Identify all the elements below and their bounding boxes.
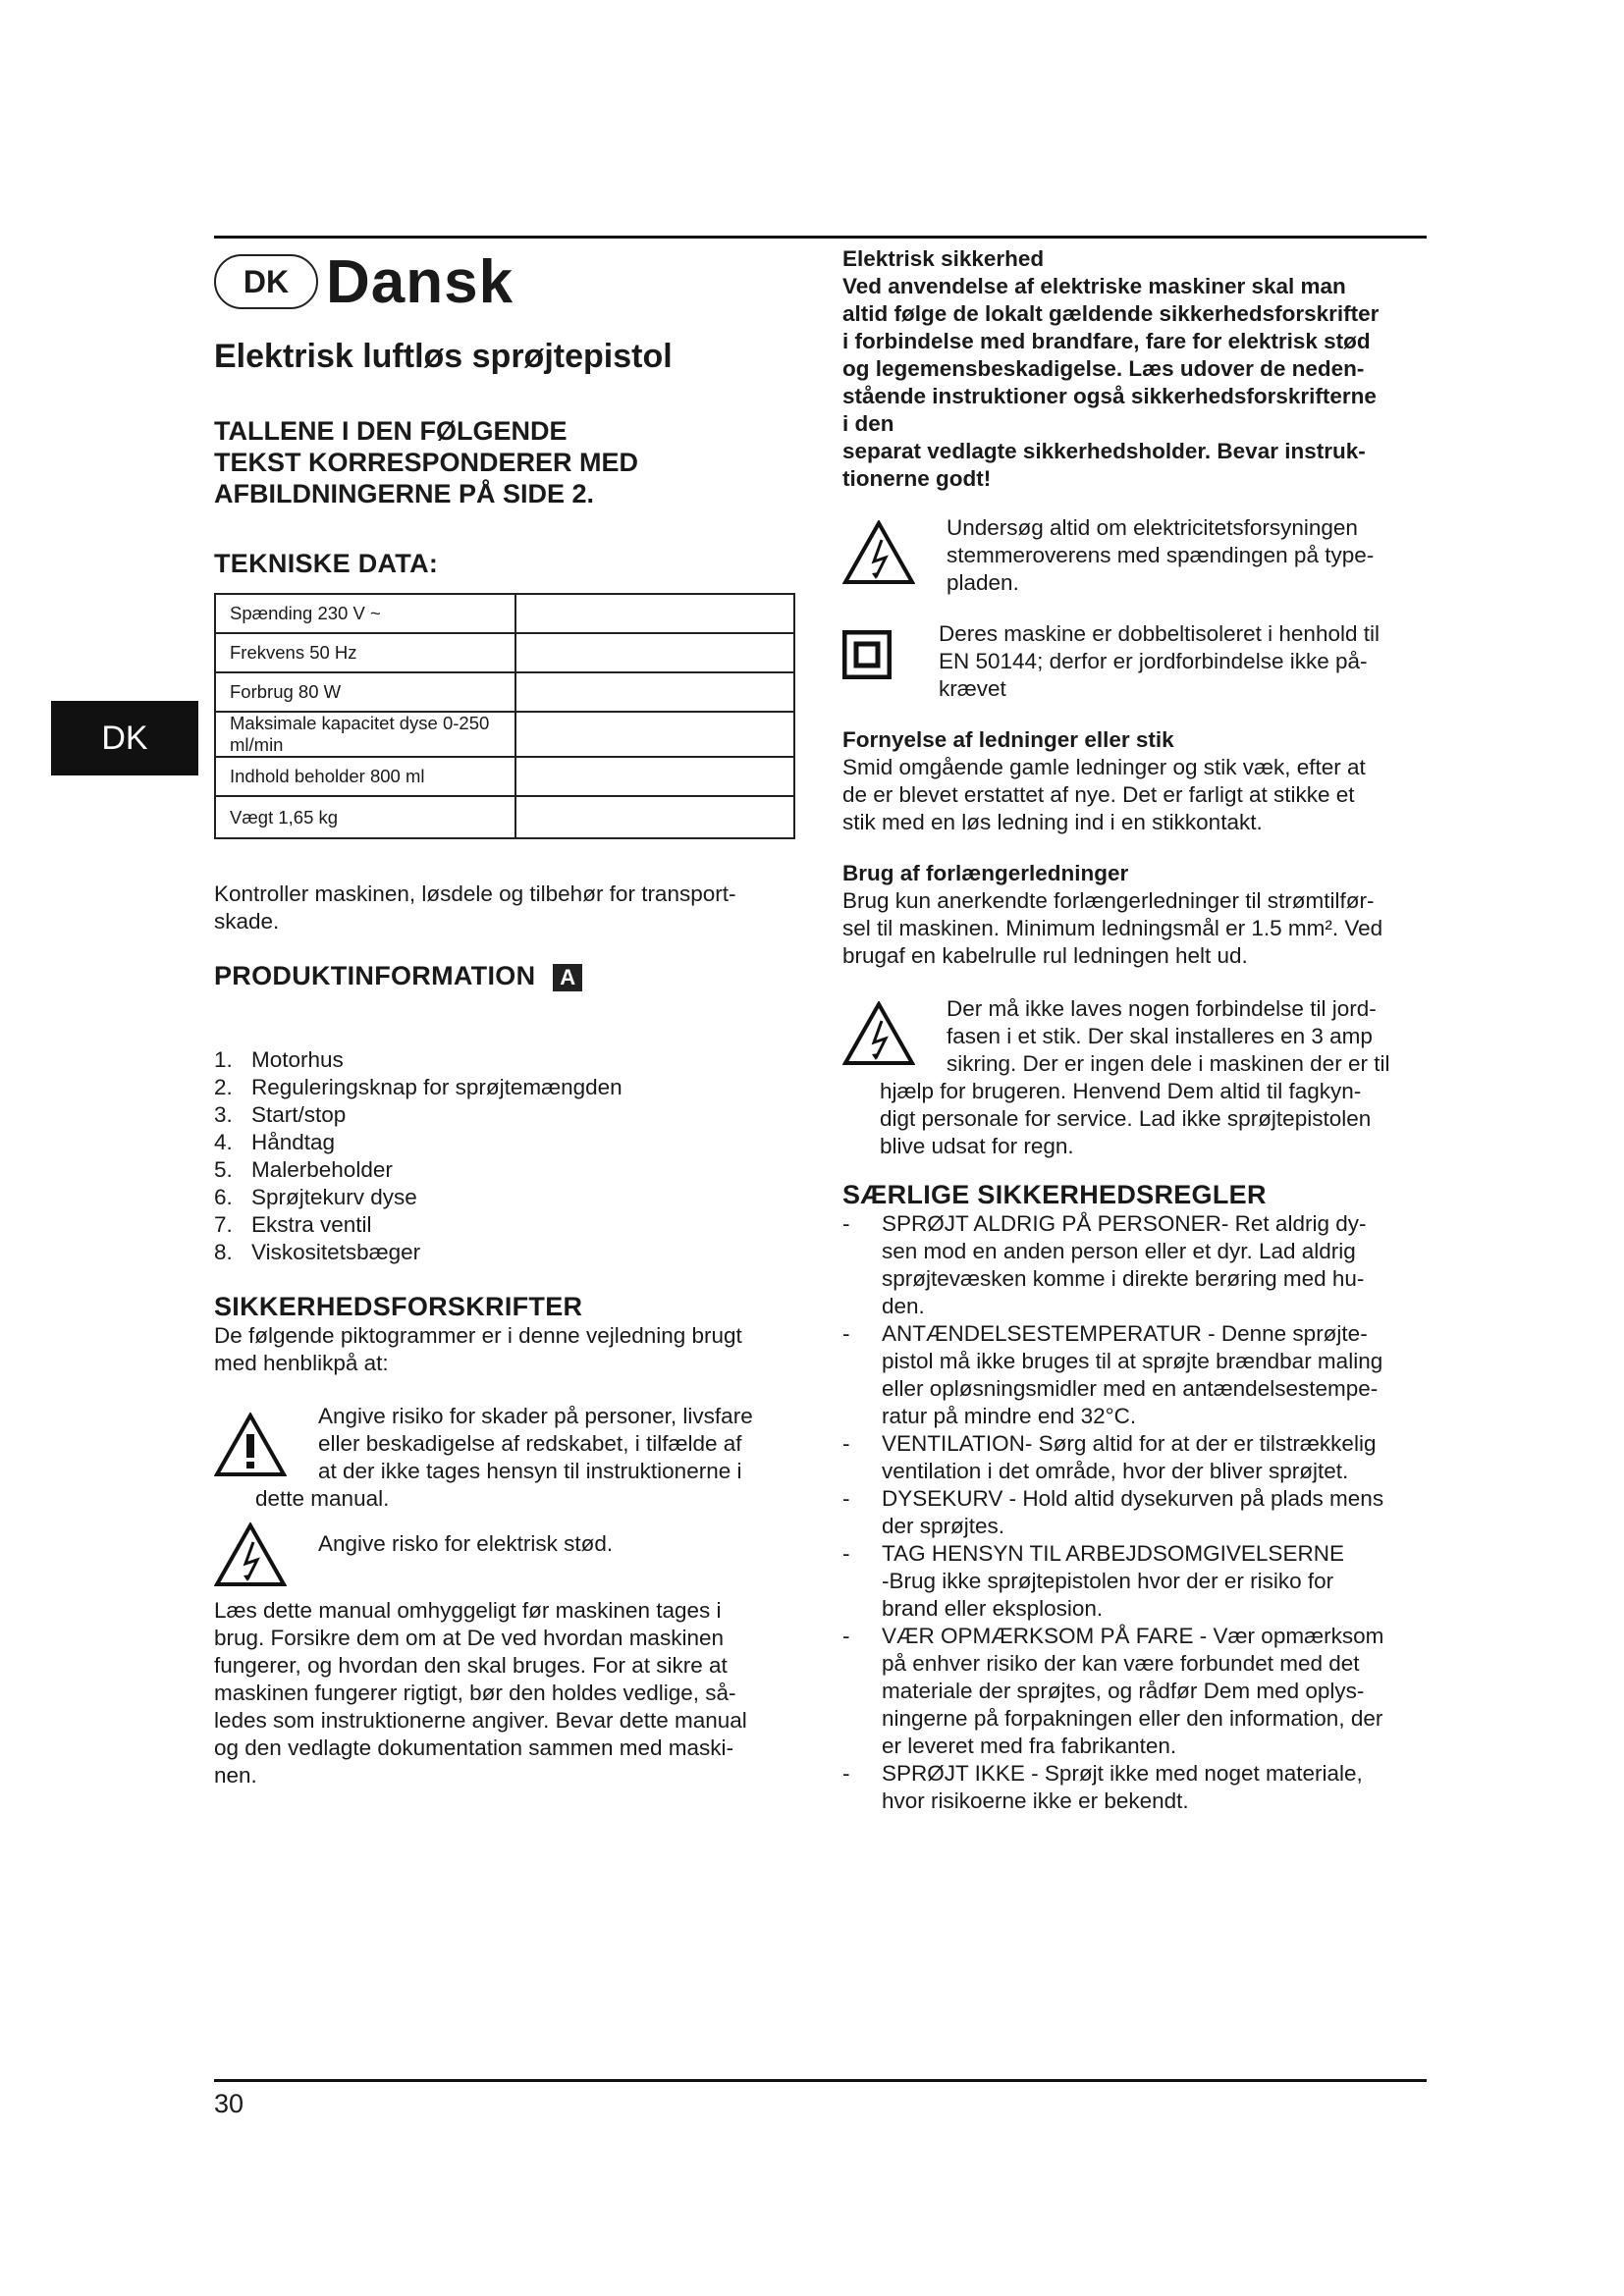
general-warning-block (214, 1403, 795, 1513)
rule-line: ratur på mindre end 32°C. (882, 1404, 1137, 1428)
earth-warning-block (842, 995, 1428, 1160)
rule-dash: - (842, 1541, 850, 1566)
rule-line: ningerne på forpakningen eller den information, der (882, 1706, 1383, 1731)
tech-data-label: Maksimale kapacitet dyse 0-250 ml/min (215, 712, 515, 757)
electrical-safety-line: Ved anvendelse af elektriske maskiner skal man (842, 274, 1346, 298)
product-part-item (214, 1046, 795, 1074)
earth-warning-line: digt personale for service. Lad ikke sprøjtepistolen (880, 1106, 1372, 1131)
special-rule-item (842, 1540, 1428, 1623)
read-manual-line: Læs dette manual omhyggeligt før maskinen tages i (214, 1598, 722, 1623)
supply-warning-line: stemmeroverens med spændingen på type- (947, 543, 1375, 567)
renewal-line: Smid omgående gamle ledninger og stik væk, efter at (842, 755, 1366, 779)
product-part-name: Håndtag (251, 1130, 336, 1154)
electrical-safety-line: tionerne godt! (842, 466, 992, 491)
page-number: 30 (214, 2089, 244, 2118)
product-part-number: 8. (214, 1240, 233, 1264)
product-title: Elektrisk luftløs sprøjtepistol (214, 338, 673, 375)
tech-data-row (215, 672, 794, 712)
product-part-name: Start/stop (251, 1102, 347, 1127)
electric-shock-icon (842, 520, 915, 585)
product-part-item (214, 1211, 795, 1239)
rule-dash: - (842, 1624, 850, 1648)
rule-line: TAG HENSYN TIL ARBEJDSOMGIVELSERNE (882, 1541, 1344, 1566)
rule-line: VÆR OPMÆRKSOM PÅ FARE - Vær opmærksom (882, 1624, 1384, 1648)
read-manual-line: nen. (214, 1763, 257, 1788)
tech-data-table (214, 593, 795, 839)
general-warning-text (318, 1403, 795, 1485)
electrical-safety-line: separat vedlagte sikkerhedsholder. Bevar instruk- (842, 439, 1366, 463)
extension-line: Brug kun anerkendte forlængerledninger til strømtilfør- (842, 888, 1375, 913)
read-manual-line: ledes som instruktionerne angiver. Bevar dette manual (214, 1708, 747, 1733)
product-part-name: Viskositetsbæger (251, 1240, 421, 1264)
tech-data-label: Spænding 230 V ~ (215, 594, 515, 633)
safety-heading: SIKKERHEDSFORSKRIFTER (214, 1292, 583, 1321)
supply-warning-text (947, 514, 1428, 597)
top-rule (214, 236, 1427, 239)
double-insulation-line: EN 50144; derfor er jordforbindelse ikke på- (939, 649, 1368, 673)
read-manual-line: fungerer, og hvordan den skal bruges. For at sikre at (214, 1653, 728, 1678)
extension-text (842, 887, 1428, 970)
product-part-number: 6. (214, 1185, 233, 1209)
tech-data-value (515, 672, 794, 712)
electrical-safety-heading: Elektrisk sikkerhed (842, 246, 1045, 271)
rule-line: ventilation i det område, hvor der bliver sprøjtet. (882, 1459, 1349, 1483)
figure-notice-line: TALLENE I DEN FØLGENDE (214, 416, 568, 446)
product-part-number: 2. (214, 1075, 233, 1099)
product-part-item (214, 1184, 795, 1211)
extension-heading: Brug af forlængerledninger (842, 861, 1129, 885)
safety-intro-line: De følgende piktogrammer er i denne vejledning brugt (214, 1323, 742, 1348)
electric-shock-icon (842, 1001, 915, 1066)
rule-line: brand eller eksplosion. (882, 1596, 1104, 1621)
title-row (214, 243, 795, 320)
product-part-item (214, 1101, 795, 1129)
special-rule-item (842, 1210, 1428, 1320)
transport-note (214, 881, 795, 935)
electric-shock-icon (214, 1522, 287, 1587)
rule-line: sprøjtevæsken komme i direkte berøring med hu- (882, 1266, 1365, 1291)
read-manual-text (214, 1597, 795, 1789)
rule-line: ANTÆNDELSESTEMPERATUR - Denne sprøjte- (882, 1321, 1368, 1346)
special-rules-heading: SÆRLIGE SIKKERHEDSREGLER (842, 1180, 1267, 1209)
product-part-name: Sprøjtekurv dyse (251, 1185, 417, 1209)
renewal-line: de er blevet erstattet af nye. Det er farligt at stikke et (842, 782, 1355, 807)
double-insulation-block (842, 620, 1428, 719)
special-rule-item (842, 1320, 1428, 1430)
rule-line: SPRØJT IKKE - Sprøjt ikke med noget materiale, (882, 1761, 1363, 1786)
transport-note-line: skade. (214, 909, 280, 934)
earth-warning-line: hjælp for brugeren. Henvend Dem altid til fagkyn- (880, 1079, 1362, 1103)
safety-intro (214, 1322, 795, 1377)
country-code-badge: DK (214, 254, 318, 309)
double-insulation-line: krævet (939, 676, 1006, 701)
product-part-number: 3. (214, 1102, 233, 1127)
product-part-number: 5. (214, 1157, 233, 1182)
double-insulation-icon (842, 630, 892, 679)
product-part-name: Ekstra ventil (251, 1212, 372, 1237)
rule-dash: - (842, 1761, 850, 1786)
figure-notice-line: TEKST KORRESPONDERER MED (214, 448, 639, 477)
transport-note-line: Kontroller maskinen, løsdele og tilbehør for transport- (214, 881, 736, 906)
renewal-line: stik med en løs ledning ind i en stikkontakt. (842, 810, 1263, 834)
tech-data-row (215, 757, 794, 796)
read-manual-line: brug. Forsikre dem om at De ved hvordan maskinen (214, 1626, 724, 1650)
figure-notice-line: AFBILDNINGERNE PÅ SIDE 2. (214, 479, 595, 508)
electric-warning-block (214, 1522, 795, 1597)
special-rule-item (842, 1485, 1428, 1540)
rule-dash: - (842, 1321, 850, 1346)
warning-triangle-icon (214, 1413, 287, 1477)
rule-line: DYSEKURV - Hold altid dysekurven på plads mens (882, 1486, 1384, 1511)
electrical-safety-line: altid følge de lokalt gældende sikkerhedsforskrifter (842, 301, 1380, 326)
tech-data-label: Forbrug 80 W (215, 672, 515, 712)
language-side-tab: DK (51, 701, 198, 775)
read-manual-line: maskinen fungerer rigtigt, bør den holdes vedlige, så- (214, 1681, 736, 1705)
tech-data-heading: TEKNISKE DATA: (214, 549, 439, 578)
supply-warning-line: pladen. (947, 570, 1019, 595)
special-rule-item (842, 1760, 1428, 1815)
double-insulation-line: Deres maskine er dobbeltisoleret i henhold til (939, 621, 1380, 646)
rule-line: eller opløsningsmidler med en antændelsestempe- (882, 1376, 1379, 1401)
electrical-safety-line: og legemensbeskadigelse. Læs udover de neden- (842, 356, 1365, 381)
tech-data-row (215, 633, 794, 672)
electrical-safety-line: i forbindelse med brandfare, fare for elektrisk stød (842, 329, 1371, 353)
product-part-number: 4. (214, 1130, 233, 1154)
special-rules-list (842, 1210, 1428, 1815)
product-part-number: 1. (214, 1047, 233, 1072)
tech-data-value (515, 712, 794, 757)
extension-line: brugaf en kabelrulle rul ledningen helt ud. (842, 943, 1248, 968)
earth-warning-text-bottom (880, 1078, 1428, 1160)
warning-line: at der ikke tages hensyn til instruktionerne i (318, 1459, 742, 1483)
product-parts-list (214, 1046, 795, 1266)
right-column (842, 245, 1428, 1815)
tech-data-row (215, 712, 794, 757)
tech-data-row (215, 796, 794, 838)
rule-line: sen mod en anden person eller et dyr. Lad aldrig (882, 1239, 1356, 1263)
special-rule-item (842, 1430, 1428, 1485)
tech-data-row (215, 594, 794, 633)
rule-line: på enhver risiko der kan være forbundet med det (882, 1651, 1360, 1676)
tech-data-label: Frekvens 50 Hz (215, 633, 515, 672)
rule-line: den. (882, 1294, 925, 1318)
earth-warning-text-top (947, 995, 1428, 1078)
tech-data-label: Vægt 1,65 kg (215, 796, 515, 838)
rule-line: er leveret med fra fabrikanten. (882, 1734, 1177, 1758)
rule-line: der sprøjtes. (882, 1514, 1005, 1538)
rule-line: VENTILATION- Sørg altid for at der er tilstrækkelig (882, 1431, 1377, 1456)
double-insulation-text (939, 620, 1428, 703)
figure-notice (214, 415, 795, 509)
supply-warning-line: Undersøg altid om elektricitetsforsyningen (947, 515, 1358, 540)
rule-dash: - (842, 1431, 850, 1456)
earth-warning-line: sikring. Der er ingen dele i maskinen der er til (947, 1051, 1390, 1076)
warning-line: eller beskadigelse af redskabet, i tilfælde af (318, 1431, 742, 1456)
special-rule-item (842, 1623, 1428, 1760)
language-title: Dansk (326, 247, 514, 316)
rule-line: materiale der sprøjtes, og rådfør Dem med oplys- (882, 1679, 1365, 1703)
bottom-rule (214, 2079, 1427, 2082)
product-part-name: Motorhus (251, 1047, 344, 1072)
electrical-safety-line: stående instruktioner også sikkerhedsforskrifterne (842, 384, 1377, 408)
product-part-item (214, 1074, 795, 1101)
warning-line: dette manual. (255, 1486, 390, 1511)
rule-line: pistol må ikke bruges til at sprøjte brændbar maling (882, 1349, 1383, 1373)
rule-dash: - (842, 1486, 850, 1511)
tech-data-value (515, 633, 794, 672)
tech-data-label: Indhold beholder 800 ml (215, 757, 515, 796)
rule-dash: - (842, 1211, 850, 1236)
product-part-number: 7. (214, 1212, 233, 1237)
earth-warning-line: Der må ikke laves nogen forbindelse til jord- (947, 996, 1377, 1021)
product-part-item (214, 1129, 795, 1156)
safety-intro-line: med henblikpå at: (214, 1351, 389, 1375)
tech-data-value (515, 757, 794, 796)
warning-line: Angive risiko for skader på personer, livsfare (318, 1404, 753, 1428)
extension-line: sel til maskinen. Minimum ledningsmål er 1.5 mm². Ved (842, 916, 1383, 940)
electric-warning-text: Angive risko for elektrisk stød. (318, 1531, 614, 1556)
product-part-name: Reguleringsknap for sprøjtemængden (251, 1075, 623, 1099)
left-column (214, 243, 795, 1789)
renewal-heading: Fornyelse af ledninger eller stik (842, 727, 1174, 752)
supply-warning-block (842, 514, 1428, 616)
product-info-heading (214, 961, 795, 991)
electrical-safety-line: i den (842, 411, 894, 436)
product-info-label: PRODUKTINFORMATION (214, 961, 536, 990)
figure-a-badge: A (553, 964, 582, 991)
product-part-item (214, 1156, 795, 1184)
rule-line: -Brug ikke sprøjtepistolen hvor der er risiko for (882, 1569, 1334, 1593)
tech-data-value (515, 594, 794, 633)
read-manual-line: og den vedlagte dokumentation sammen med maski- (214, 1735, 734, 1760)
earth-warning-line: blive udsat for regn. (880, 1134, 1074, 1158)
product-part-item (214, 1239, 795, 1266)
renewal-text (842, 754, 1428, 836)
earth-warning-line: fasen i et stik. Der skal installeres en 3 amp (947, 1024, 1373, 1048)
rule-line: SPRØJT ALDRIG PÅ PERSONER- Ret aldrig dy- (882, 1211, 1367, 1236)
tech-data-value (515, 796, 794, 838)
product-part-name: Malerbeholder (251, 1157, 393, 1182)
electrical-safety-text (842, 273, 1428, 493)
rule-line: hvor risikoerne ikke er bekendt. (882, 1789, 1189, 1813)
